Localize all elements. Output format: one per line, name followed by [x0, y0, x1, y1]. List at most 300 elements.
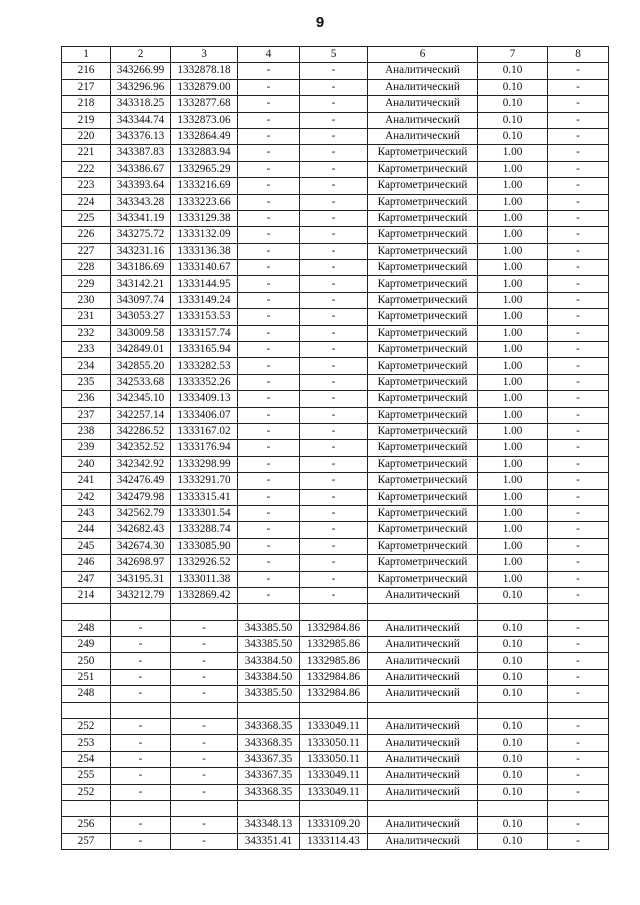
table-cell: 1332985.86 [300, 637, 368, 653]
table-cell: - [300, 391, 368, 407]
table-cell: Картометрический [368, 358, 478, 374]
table-cell: - [548, 817, 609, 833]
table-cell: Аналитический [368, 128, 478, 144]
table-cell: 1332878.18 [171, 63, 238, 79]
table-cell: 226 [62, 227, 111, 243]
table-cell: 0.10 [478, 751, 548, 767]
table-cell: 0.10 [478, 620, 548, 636]
table-row [62, 637, 609, 653]
table-cell: Аналитический [368, 96, 478, 112]
table-cell: 1.00 [478, 178, 548, 194]
table-cell: 1332864.49 [171, 128, 238, 144]
table-cell: - [300, 473, 368, 489]
table-cell: 0.10 [478, 79, 548, 95]
table-cell: - [238, 292, 300, 308]
table-row [62, 719, 609, 735]
table-cell: - [111, 751, 171, 767]
table-row [62, 178, 609, 194]
table-row [62, 751, 609, 767]
table-cell: 0.10 [478, 817, 548, 833]
table-cell: - [238, 538, 300, 554]
table-cell: 1333085.90 [171, 538, 238, 554]
table-cell: 343384.50 [238, 669, 300, 685]
table-cell: 223 [62, 178, 111, 194]
table-cell: - [300, 128, 368, 144]
table-cell: - [548, 276, 609, 292]
table-row [62, 79, 609, 95]
table-cell: - [238, 456, 300, 472]
table-cell: - [300, 440, 368, 456]
table-cell: 1.00 [478, 243, 548, 259]
table-cell: Аналитический [368, 637, 478, 653]
table-cell: 1332984.86 [300, 669, 368, 685]
table-cell: 343231.16 [111, 243, 171, 259]
table-cell: 1333050.11 [300, 751, 368, 767]
empty-cell [478, 702, 548, 718]
table-cell: 0.10 [478, 63, 548, 79]
table-cell: 255 [62, 768, 111, 784]
table-cell: - [300, 112, 368, 128]
table-cell: - [171, 735, 238, 751]
table-cell: - [548, 194, 609, 210]
table-cell: 1333298.99 [171, 456, 238, 472]
table-cell: 1333409.13 [171, 391, 238, 407]
empty-cell [171, 604, 238, 620]
table-row [62, 555, 609, 571]
table-cell: 343195.31 [111, 571, 171, 587]
table-cell: 1332883.94 [171, 145, 238, 161]
table-row [62, 768, 609, 784]
table-row [62, 522, 609, 538]
table-row [62, 407, 609, 423]
table-cell: 0.10 [478, 128, 548, 144]
table-cell: 1333132.09 [171, 227, 238, 243]
table-cell: 343275.72 [111, 227, 171, 243]
table-cell: - [548, 505, 609, 521]
table-cell: 1.00 [478, 194, 548, 210]
table-cell: 343385.50 [238, 686, 300, 702]
empty-cell [368, 800, 478, 816]
table-cell: - [548, 292, 609, 308]
table-cell: - [548, 79, 609, 95]
table-cell: - [238, 276, 300, 292]
table-cell: Картометрический [368, 292, 478, 308]
table-cell: - [548, 325, 609, 341]
table-cell: 237 [62, 407, 111, 423]
table-cell: 252 [62, 784, 111, 800]
table-row [62, 391, 609, 407]
empty-cell [238, 604, 300, 620]
table-cell: Аналитический [368, 768, 478, 784]
table-cell: - [238, 571, 300, 587]
table-cell: 253 [62, 735, 111, 751]
table-cell: Картометрический [368, 440, 478, 456]
header-cell: 4 [238, 47, 300, 63]
table-cell: - [300, 522, 368, 538]
empty-cell [300, 702, 368, 718]
table-cell: - [548, 440, 609, 456]
table-cell: - [548, 128, 609, 144]
table-cell: - [548, 358, 609, 374]
table-cell: - [300, 79, 368, 95]
table-cell: 1333301.54 [171, 505, 238, 521]
table-cell: - [238, 374, 300, 390]
table-cell: - [238, 210, 300, 226]
table-cell: 343385.50 [238, 620, 300, 636]
table-cell: 1.00 [478, 325, 548, 341]
table-cell: 224 [62, 194, 111, 210]
table-cell: - [111, 735, 171, 751]
table-cell: Аналитический [368, 833, 478, 849]
table-cell: - [548, 161, 609, 177]
table-cell: - [238, 128, 300, 144]
table-row [62, 473, 609, 489]
table-cell: 0.10 [478, 96, 548, 112]
table-cell: - [548, 489, 609, 505]
table-cell: - [171, 669, 238, 685]
table-cell: 1333176.94 [171, 440, 238, 456]
table-cell: 250 [62, 653, 111, 669]
table-cell: 254 [62, 751, 111, 767]
table-cell: 1.00 [478, 538, 548, 554]
table-cell: - [300, 96, 368, 112]
table-cell: 343393.64 [111, 178, 171, 194]
empty-cell [300, 604, 368, 620]
header-cell: 5 [300, 47, 368, 63]
table-cell: - [171, 719, 238, 735]
table-cell: - [238, 473, 300, 489]
table-cell: 343348.13 [238, 817, 300, 833]
table-cell: - [111, 669, 171, 685]
table-cell: - [548, 243, 609, 259]
table-cell: Картометрический [368, 260, 478, 276]
table-cell: 214 [62, 587, 111, 603]
table-cell: - [300, 571, 368, 587]
table-cell: 1332879.00 [171, 79, 238, 95]
table-cell: - [300, 243, 368, 259]
empty-cell [548, 702, 609, 718]
table-cell: - [548, 571, 609, 587]
table-cell: - [111, 768, 171, 784]
table-cell: 218 [62, 96, 111, 112]
table-cell: Аналитический [368, 686, 478, 702]
table-cell: Картометрический [368, 391, 478, 407]
table-cell: 0.10 [478, 735, 548, 751]
table-cell: 0.10 [478, 637, 548, 653]
coordinates-table [61, 46, 609, 850]
table-cell: Аналитический [368, 63, 478, 79]
table-cell: 343344.74 [111, 112, 171, 128]
table-cell: 1332877.68 [171, 96, 238, 112]
table-cell: 0.10 [478, 719, 548, 735]
table-cell: - [300, 538, 368, 554]
table-cell: 1333157.74 [171, 325, 238, 341]
header-cell: 3 [171, 47, 238, 63]
table-cell: 342479.98 [111, 489, 171, 505]
table-cell: Картометрический [368, 522, 478, 538]
table-cell: Картометрический [368, 194, 478, 210]
table-cell: 248 [62, 620, 111, 636]
empty-cell [548, 604, 609, 620]
table-cell: 0.10 [478, 653, 548, 669]
table-row [62, 440, 609, 456]
table-row [62, 227, 609, 243]
header-cell: 7 [478, 47, 548, 63]
table-cell: 343376.13 [111, 128, 171, 144]
table-cell: Картометрический [368, 423, 478, 439]
table-cell: 1333011.38 [171, 571, 238, 587]
table-cell: - [300, 423, 368, 439]
table-cell: - [171, 620, 238, 636]
table-cell: - [238, 260, 300, 276]
table-cell: Аналитический [368, 620, 478, 636]
table-cell: 1333149.24 [171, 292, 238, 308]
table-cell: 219 [62, 112, 111, 128]
table-cell: 343384.50 [238, 653, 300, 669]
table-cell: 228 [62, 260, 111, 276]
table-row [62, 128, 609, 144]
table-cell: - [548, 96, 609, 112]
table-cell: Картометрический [368, 571, 478, 587]
table-cell: - [548, 719, 609, 735]
table-cell: 342345.10 [111, 391, 171, 407]
table-cell: 1.00 [478, 391, 548, 407]
table-row [62, 161, 609, 177]
empty-cell [548, 800, 609, 816]
table-row [62, 145, 609, 161]
table-cell: 0.10 [478, 686, 548, 702]
table-cell: 342698.97 [111, 555, 171, 571]
table-cell: 1332869.42 [171, 587, 238, 603]
table-cell: 1333406.07 [171, 407, 238, 423]
table-row [62, 571, 609, 587]
table-spacer-row [62, 604, 609, 620]
header-cell: 8 [548, 47, 609, 63]
table-row [62, 817, 609, 833]
table-cell: - [300, 292, 368, 308]
table-cell: 343367.35 [238, 751, 300, 767]
table-cell: - [111, 833, 171, 849]
table-cell: 342682.43 [111, 522, 171, 538]
empty-cell [62, 604, 111, 620]
table-cell: - [300, 505, 368, 521]
table-cell: 1.00 [478, 145, 548, 161]
table-cell: 1333144.95 [171, 276, 238, 292]
table-cell: - [300, 276, 368, 292]
table-cell: 343318.25 [111, 96, 171, 112]
table-cell: 1.00 [478, 456, 548, 472]
table-cell: 343212.79 [111, 587, 171, 603]
table-cell: 247 [62, 571, 111, 587]
table-cell: 343343.28 [111, 194, 171, 210]
table-cell: Аналитический [368, 735, 478, 751]
table-cell: - [171, 784, 238, 800]
table-cell: 1.00 [478, 489, 548, 505]
table-cell: Картометрический [368, 374, 478, 390]
table-cell: - [171, 637, 238, 653]
table-cell: 343368.35 [238, 719, 300, 735]
table-row [62, 112, 609, 128]
table-row [62, 833, 609, 849]
table-cell: 343186.69 [111, 260, 171, 276]
table-cell: Картометрический [368, 227, 478, 243]
table-cell: - [238, 309, 300, 325]
table-cell: 343368.35 [238, 735, 300, 751]
empty-cell [111, 702, 171, 718]
table-row [62, 374, 609, 390]
table-cell: - [548, 784, 609, 800]
table-cell: 222 [62, 161, 111, 177]
table-cell: 216 [62, 63, 111, 79]
table-cell: 1.00 [478, 473, 548, 489]
table-cell: - [300, 374, 368, 390]
table-cell: 1.00 [478, 374, 548, 390]
table-cell: - [111, 637, 171, 653]
table-cell: 243 [62, 505, 111, 521]
table-cell: 1.00 [478, 260, 548, 276]
table-row [62, 63, 609, 79]
table-row [62, 342, 609, 358]
page-number: 9 [315, 14, 325, 31]
table-cell: - [300, 325, 368, 341]
table-row [62, 309, 609, 325]
table-cell: Картометрический [368, 489, 478, 505]
table-cell: - [238, 423, 300, 439]
header-cell: 6 [368, 47, 478, 63]
table-cell: 233 [62, 342, 111, 358]
table-row [62, 784, 609, 800]
table-cell: Аналитический [368, 653, 478, 669]
table-cell: - [548, 751, 609, 767]
table-cell: 1332965.29 [171, 161, 238, 177]
table-cell: - [111, 784, 171, 800]
table-cell: 343341.19 [111, 210, 171, 226]
table-cell: 252 [62, 719, 111, 735]
table-cell: - [548, 833, 609, 849]
table-cell: - [238, 555, 300, 571]
table-cell: - [111, 686, 171, 702]
table-cell: 1.00 [478, 522, 548, 538]
table-cell: 343009.58 [111, 325, 171, 341]
table-cell: - [548, 555, 609, 571]
table-cell: 1333049.11 [300, 784, 368, 800]
table-cell: - [171, 768, 238, 784]
table-cell: Картометрический [368, 555, 478, 571]
table-cell: - [300, 309, 368, 325]
table-cell: 232 [62, 325, 111, 341]
table-cell: 1.00 [478, 555, 548, 571]
table-cell: - [548, 391, 609, 407]
table-cell: - [238, 194, 300, 210]
table-cell: - [171, 817, 238, 833]
table-cell: 1333291.70 [171, 473, 238, 489]
table-cell: 1.00 [478, 440, 548, 456]
table-cell: - [300, 489, 368, 505]
table-cell: 1333315.41 [171, 489, 238, 505]
table-cell: - [111, 719, 171, 735]
table-cell: Картометрический [368, 538, 478, 554]
table-cell: Аналитический [368, 817, 478, 833]
table-cell: 1.00 [478, 505, 548, 521]
table-row [62, 358, 609, 374]
table-cell: 1.00 [478, 210, 548, 226]
table-cell: 1333140.67 [171, 260, 238, 276]
table-cell: 220 [62, 128, 111, 144]
table-row [62, 686, 609, 702]
empty-cell [478, 604, 548, 620]
table-cell: - [548, 407, 609, 423]
table-cell: - [238, 358, 300, 374]
table-row [62, 210, 609, 226]
table-row [62, 587, 609, 603]
table-row [62, 735, 609, 751]
table-cell: Аналитический [368, 784, 478, 800]
table-cell: 256 [62, 817, 111, 833]
table-cell: - [548, 260, 609, 276]
table-cell: 343053.27 [111, 309, 171, 325]
table-cell: Картометрический [368, 243, 478, 259]
table-cell: - [238, 96, 300, 112]
table-cell: - [238, 587, 300, 603]
empty-cell [171, 800, 238, 816]
table-cell: Аналитический [368, 79, 478, 95]
table-cell: - [238, 79, 300, 95]
table-cell: - [548, 473, 609, 489]
table-cell: 1333216.69 [171, 178, 238, 194]
empty-cell [368, 604, 478, 620]
table-cell: 343296.96 [111, 79, 171, 95]
table-cell: - [300, 407, 368, 423]
table-cell: 342855.20 [111, 358, 171, 374]
table-cell: 343266.99 [111, 63, 171, 79]
empty-cell [111, 800, 171, 816]
table-cell: - [548, 653, 609, 669]
table-cell: 1332873.06 [171, 112, 238, 128]
table-row [62, 669, 609, 685]
table-cell: - [238, 161, 300, 177]
table-row [62, 292, 609, 308]
table-cell: Картометрический [368, 473, 478, 489]
table-cell: Картометрический [368, 161, 478, 177]
table-cell: 0.10 [478, 784, 548, 800]
table-cell: 1.00 [478, 292, 548, 308]
table-cell: - [300, 63, 368, 79]
table-cell: - [171, 751, 238, 767]
table-cell: 1332926.52 [171, 555, 238, 571]
table-cell: - [238, 243, 300, 259]
table-cell: - [548, 456, 609, 472]
table-row [62, 538, 609, 554]
table-row [62, 260, 609, 276]
table-cell: 0.10 [478, 587, 548, 603]
table-cell: 1332985.86 [300, 653, 368, 669]
table-cell: 1333282.53 [171, 358, 238, 374]
table-cell: 343142.21 [111, 276, 171, 292]
table-cell: - [111, 817, 171, 833]
table-cell: 248 [62, 686, 111, 702]
table-cell: 342562.79 [111, 505, 171, 521]
table-cell: 1333129.38 [171, 210, 238, 226]
table-cell: 227 [62, 243, 111, 259]
table-cell: - [238, 489, 300, 505]
table-cell: 1333114.43 [300, 833, 368, 849]
table-row [62, 194, 609, 210]
table-cell: Аналитический [368, 112, 478, 128]
table-cell: - [171, 686, 238, 702]
table-cell: 1.00 [478, 276, 548, 292]
table-cell: 343351.41 [238, 833, 300, 849]
table-cell: 257 [62, 833, 111, 849]
